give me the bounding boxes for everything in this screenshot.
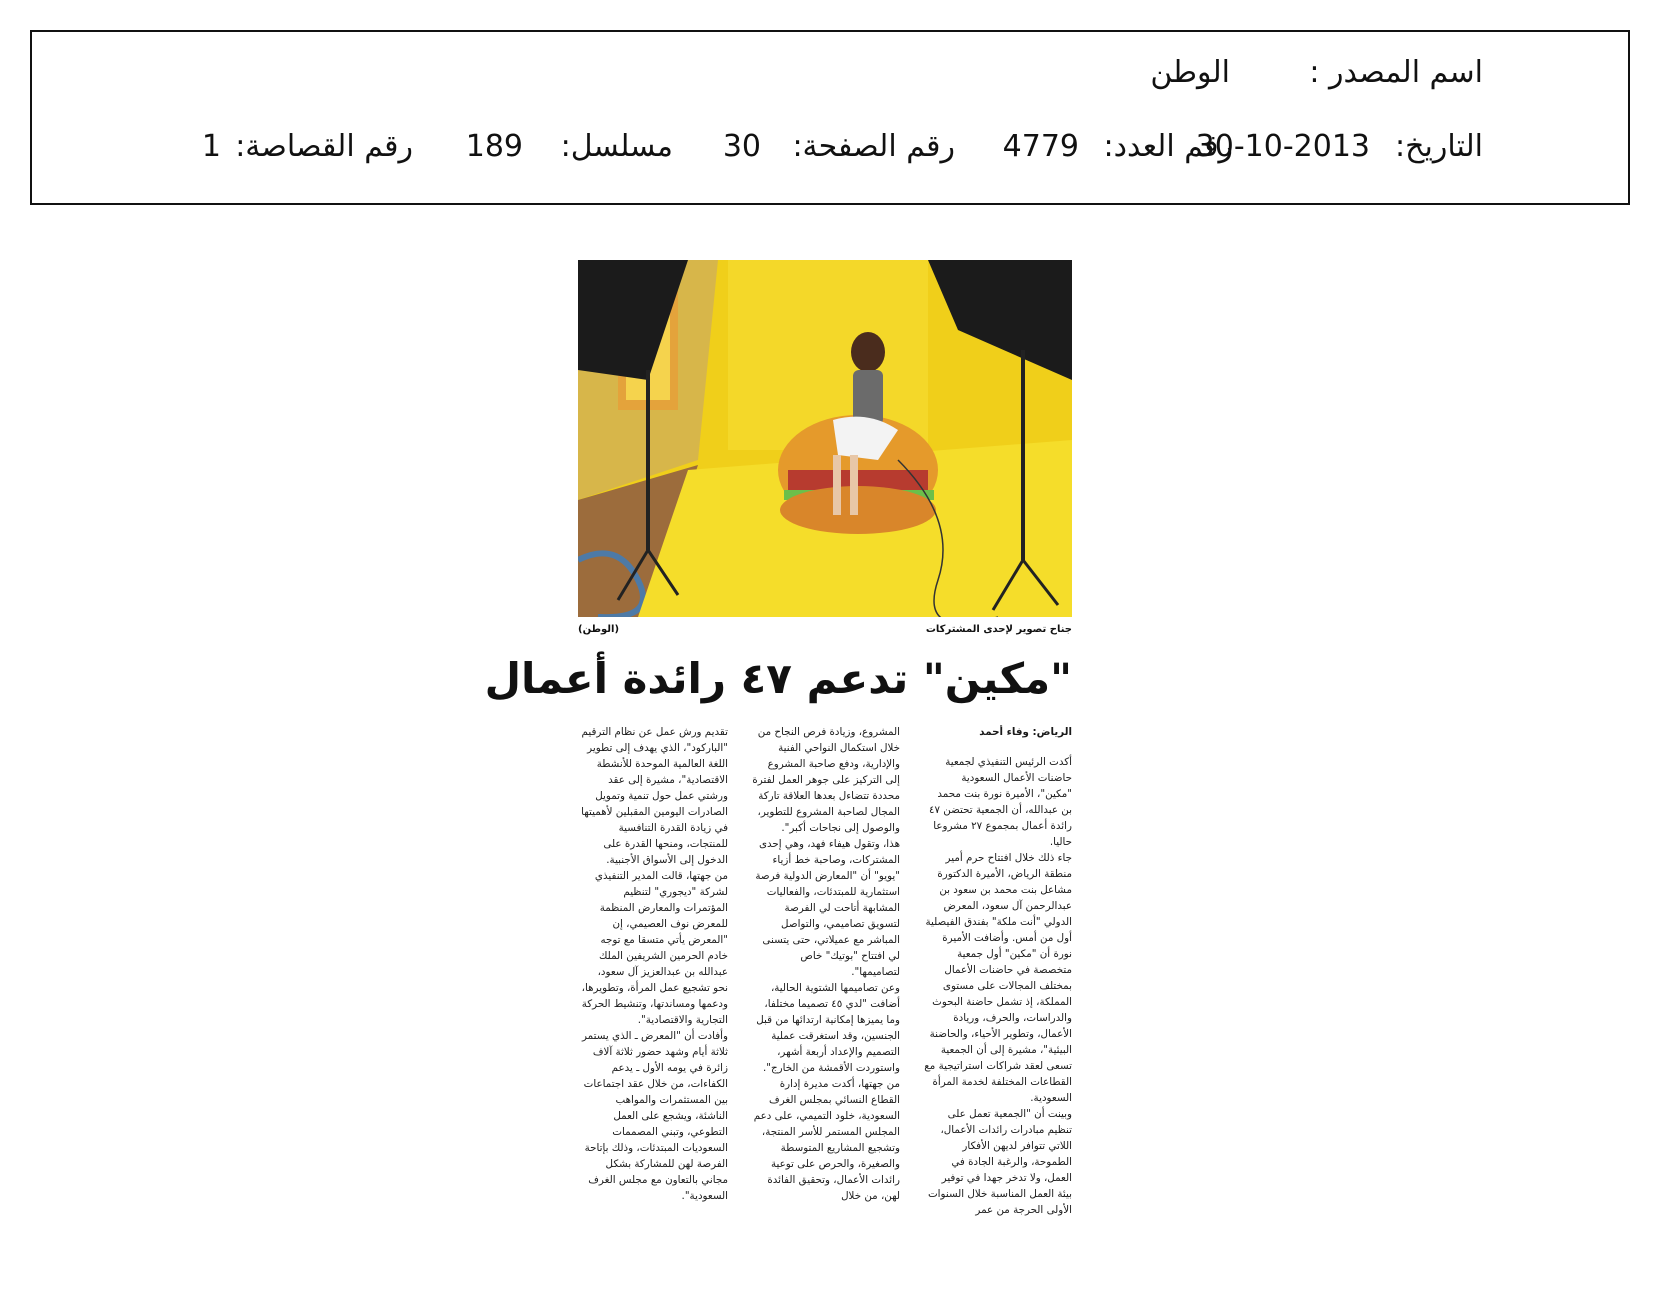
clip-label: رقم القصاصة: [235, 129, 413, 164]
photo-studio-illustration [578, 260, 1072, 617]
page-value: 30 [722, 129, 761, 164]
photo-credit: (الوطن) [578, 624, 620, 635]
article-headline: "مكين" تدعم ٤٧ رائدة أعمال [484, 654, 1072, 703]
date-label: التاريخ: [1395, 129, 1483, 164]
paragraph: أكدت الرئيس التنفيذي لجمعية حاضنات الأعمال السعودية "مكين"، الأميرة نورة بنت محمد بن عبدالله، أن الجمعية تحتضن ٤٧ رائدة أعمال بمجموع ٢٧ مشروعا حاليا. [928, 756, 1072, 848]
clip-value: 1 [201, 129, 221, 164]
source-value: الوطن [1150, 55, 1230, 90]
source-label: اسم المصدر : [1309, 55, 1483, 90]
serial-label: مسلسل: [560, 129, 673, 164]
issue-label: رقم العدد: [1103, 129, 1233, 164]
paragraph: من جهتها، قالت المدير التنفيذي لشركة "ديجوري" لتنظيم المؤتمرات والمعارض المنظمة للمعرض نوف العصيمي، إن "المعرض يأتي متسقا مع توجه خادم الحرمين الشريفين الملك عبدالله بن عبدالعزيز آل سعود، نحو تشجيع عمل المرأة، وتطويرها، ودعمها ومساندتها، وتنشيط الحركة التجارية والاقتصادية". [581, 870, 728, 1026]
article-column-2 [752, 724, 900, 1204]
paragraph: جاء ذلك خلال افتتاح حرم أمير منطقة الرياض، الأميرة الدكتورة مشاعل بنت محمد بن سعود بن عبدالرحمن آل سعود، المعرض الدولي "أنت ملكة" بفندق الفيصلية أول من أمس. وأضافت الأميرة نورة أن "مكين" أول جمعية متخصصة في حاضنات الأعمال بمختلف المجالات على مستوى المملكة، إذ تشمل حاضنة البحوث والدراسات، والحرف، وريادة الأعمال، وتطوير الأحياء، والحاضنة البيئية"، مشيرة إلى أن الجمعية تسعى لعقد شراكات استراتيجية مع القطاعات المختلفة لخدمة المرأة السعودية. [924, 852, 1072, 1104]
serial-value: 189 [465, 129, 523, 164]
page-label: رقم الصفحة: [792, 129, 955, 164]
paragraph: وعن تصاميمها الشتوية الحالية، أضافت "لدي ٤٥ تصميما مختلفا، وما يميزها إمكانية ارتدائها من قبل الجنسين، وقد استغرقت عملية التصميم والإعداد أربعة أشهر، واستوردت الأقمشة من الخارج". [756, 982, 900, 1074]
article-column-3 [580, 724, 728, 1204]
paragraph: من جهتها، أكدت مديرة إدارة القطاع النسائي بمجلس الغرف السعودية، خلود التميمي، على دعم المجلس المستمر للأسر المنتجة، وتشجيع المشاريع المتوسطة والصغيرة، والحرص على توعية رائدات الأعمال، وتحقيق الفائدة لهن، من خلال [753, 1078, 900, 1202]
paragraph: هذا، وتقول هيفاء فهد، وهي إحدى المشتركات، وصاحبة خط أزياء "يويو" أن "المعارض الدولية فرصة استثمارية للمبتدئات، والفعاليات المشابهة أتاحت لي الفرصة لتسويق تصاميمي، والتواصل المباشر مع عميلاتي، حتى يتسنى لي افتتاح "بوتيك" خاص لتصاميمها". [755, 838, 900, 978]
date-value: 30-10-2013 [1195, 129, 1370, 164]
article-byline: الرياض: وفاء أحمد [979, 726, 1072, 738]
article-column-1 [924, 724, 1072, 1218]
paragraph: تقديم ورش عمل عن نظام الترقيم "الباركود"، الذي يهدف إلى تطوير اللغة العالمية الموحدة للأنشطة الاقتصادية"، مشيرة إلى عقد ورشتي عمل حول تنمية وتمويل الصادرات اليومين المقبلين لأهميتها في زيادة القدرة التنافسية للمنتجات، ومنحها القدرة على الدخول إلى الأسواق الأجنبية. [581, 726, 728, 866]
paragraph: المشروع، وزيادة فرص النجاح من خلال استكمال النواحي الفنية والإدارية، ودفع صاحبة المشروع إلى التركيز على جوهر العمل لفترة محددة تتضاءل بعدها العلاقة تاركة المجال لصاحبة المشروع للتطوير، والوصول إلى نجاحات أكبر". [752, 726, 900, 834]
paragraph: وأفادت أن "المعرض ـ الذي يستمر ثلاثة أيام وشهد حضور ثلاثة آلاف زائرة في يومه الأول ـ يدعم الكفاءات، من خلال عقد اجتماعات بين المستثمرات والمواهب الناشئة، ويشجع على العمل التطوعي، وتبني المصممات السعوديات المبتدئات، وذلك بإتاحة الفرصة لهن للمشاركة بشكل مجاني بالتعاون مع مجلس الغرف السعودية". [581, 1030, 728, 1202]
paragraph: وبينت أن "الجمعية تعمل على تنظيم مبادرات رائدات الأعمال، اللاتي تتوافر لديهن الأفكار الطموحة، والرغبة الجادة في العمل، ولا تدخر جهدا في توفير بيئة العمل المناسبة خلال السنوات الأولى الحرجة من عمر [927, 1108, 1072, 1216]
newspaper-clipping [484, 240, 1080, 1280]
photo-caption: جناح تصوير لإحدى المشتركات [925, 624, 1072, 635]
issue-value: 4779 [1002, 129, 1079, 164]
article-photo [578, 260, 1072, 617]
